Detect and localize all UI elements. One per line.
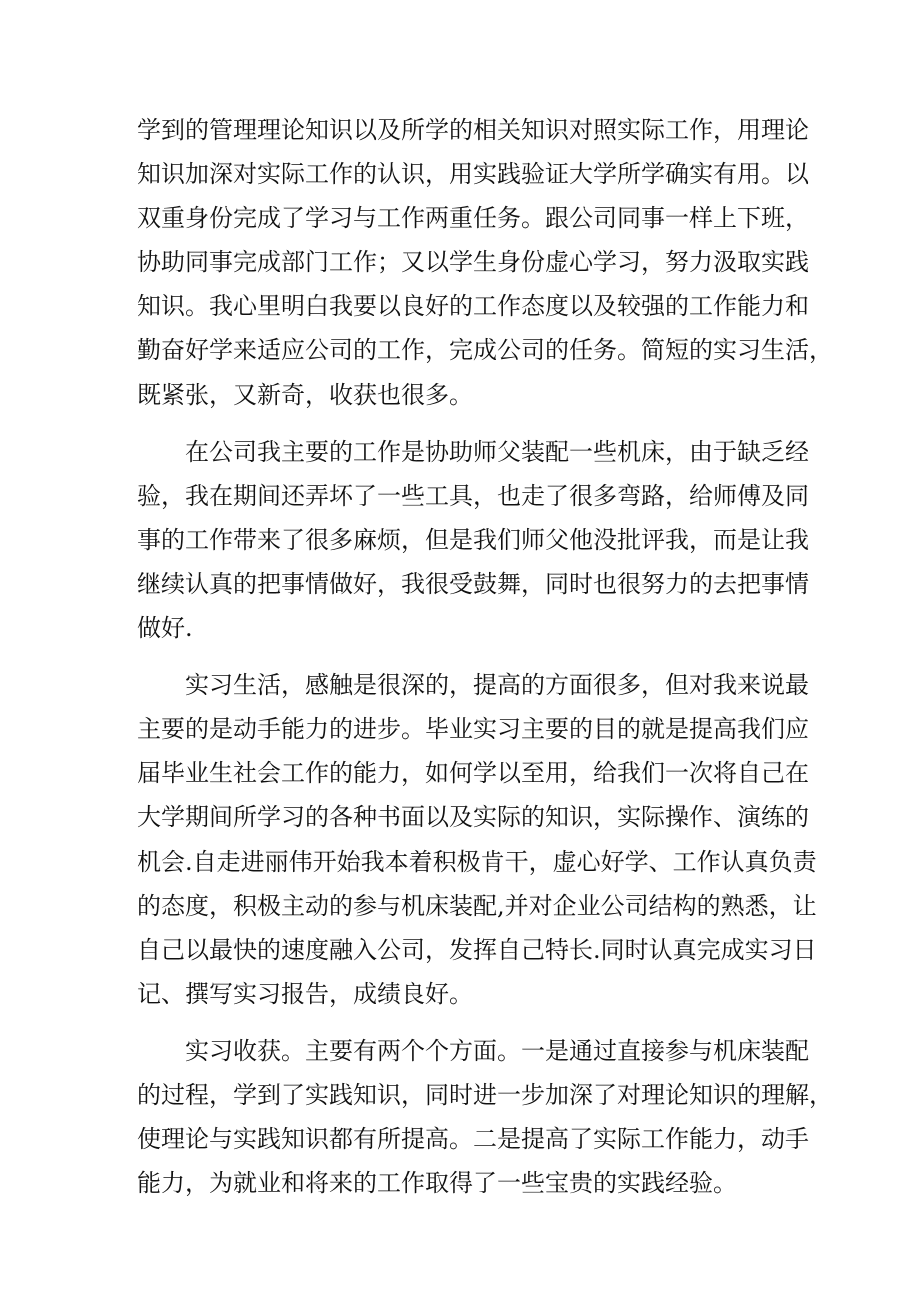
paragraph-spacer [137,1016,797,1029]
paragraph-2 [137,430,809,650]
text-line: 做好. [137,614,193,643]
text-line: 知识。我心里明白我要以良好的工作态度以及较强的工作能力和 [137,292,809,321]
paragraph-spacer [137,417,797,430]
paragraph-1 [137,108,833,417]
text-line: 届毕业生社会工作的能力，如何学以至用，给我们一次将自己在 [137,759,809,788]
text-line: 既紧张，又新奇，收获也很多。 [137,380,473,409]
paragraph-spacer [137,650,797,663]
text-line: 的态度，积极主动的参与机床装配,并对企业公司结构的熟悉，让 [137,891,817,920]
text-line: 协助同事完成部门工作；又以学生身份虚心学习，努力汲取实践 [137,248,809,277]
paragraph-4 [137,1029,833,1205]
text-line: 实习生活，感触是很深的，提高的方面很多，但对我来说最 [185,671,809,700]
text-line: 学到的管理理论知识以及所学的相关知识对照实际工作，用理论 [137,116,809,144]
text-line: 的过程，学到了实践知识，同时进一步加深了对理论知识的理解， [137,1080,833,1109]
text-line: 大学期间所学习的各种书面以及实际的知识，实际操作、演练的 [137,803,809,832]
text-line: 在公司我主要的工作是协助师父装配一些机床，由于缺乏经 [185,437,809,466]
text-line: 验，我在期间还弄坏了一些工具，也走了很多弯路，给师傅及同 [137,481,809,510]
text-line: 实习收获。主要有两个个方面。一是通过直接参与机床装配 [185,1036,809,1065]
paragraph-3 [137,663,817,1016]
text-line: 双重身份完成了学习与工作两重任务。跟公司同事一样上下班， [137,204,809,233]
text-line: 能力，为就业和将来的工作取得了一些宝贵的实践经验。 [137,1169,737,1198]
text-line: 知识加深对实际工作的认识，用实践验证大学所学确实有用。以 [137,160,809,189]
text-line: 机会.自走进丽伟开始我本着积极肯干，虚心好学、工作认真负责 [137,847,817,876]
text-line: 使理论与实践知识都有所提高。二是提高了实际工作能力，动手 [137,1125,809,1154]
text-line: 继续认真的把事情做好，我很受鼓舞，同时也很努力的去把事情 [137,569,809,598]
text-line: 自己以最快的速度融入公司，发挥自己特长.同时认真完成实习日 [137,935,817,964]
text-line: 勤奋好学来适应公司的工作，完成公司的任务。简短的实习生活， [137,336,833,365]
text-line: 记、撰写实习报告，成绩良好。 [137,979,473,1008]
text-line: 事的工作带来了很多麻烦，但是我们师父他没批评我，而是让我 [137,525,809,554]
text-line: 主要的是动手能力的进步。毕业实习主要的目的就是提高我们应 [137,715,809,744]
document-body [137,108,833,1205]
